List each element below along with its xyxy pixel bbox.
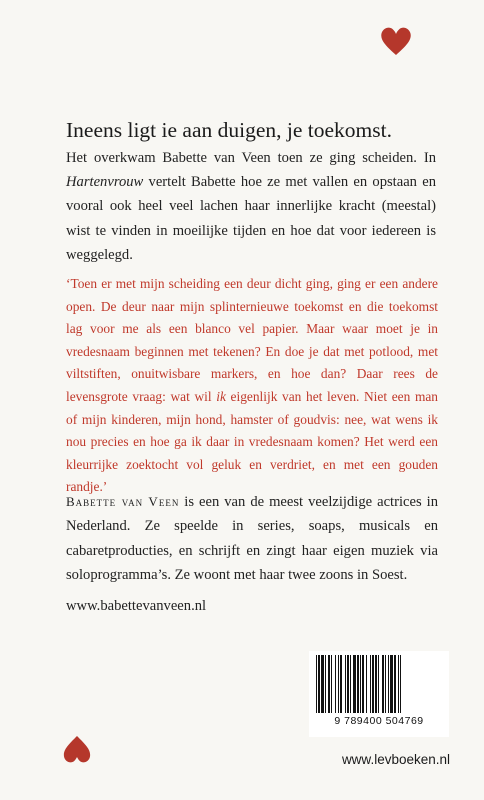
barcode-bar xyxy=(394,655,396,713)
barcode-bar xyxy=(353,655,356,713)
barcode-bar xyxy=(390,655,393,713)
barcode-bar xyxy=(360,655,361,713)
quote-text-start: ‘Toen er met mijn scheiding een deur dicht ging, ging er een andere open. De deur naar mijn splinternieuwe toekomst en die toekomst lag voor me als een blanco vel papier. Maar waar moet je in vredesnaam beginnen met tekenen? En doe je dat met potlood, met viltstiften, onuitwisbare markers, en hoe dan? Daar rees de levensgrote vraag: wat wil xyxy=(66,276,438,404)
intro-paragraph xyxy=(66,146,436,267)
barcode-bar xyxy=(372,655,374,713)
quote-text-end: eigenlijk van het leven. Niet een man of mijn kinderen, mijn hond, hamster of goudvis: nee, wat wens ik nou precies en hoe ga ik daar in vredesnaam komen? Het werd een kleurrijke zoektocht vol geluk en verdriet, en met een gouden randje.’ xyxy=(66,388,438,495)
barcode-bar xyxy=(350,655,351,713)
author-bio xyxy=(66,490,438,587)
barcode-bar xyxy=(318,655,320,713)
barcode-bar xyxy=(328,655,330,713)
author-quote xyxy=(66,273,438,499)
isbn-barcode xyxy=(309,651,449,737)
barcode-bar xyxy=(385,655,386,713)
heart-icon xyxy=(380,26,412,56)
intro-text-end: vertelt Babette hoe ze met vallen en opstaan en vooral ook heel veel lachen haar innerlijke kracht (meestal) wist te vinden in moeilijke tijden en hoe dat voor iedereen is weggelegd. xyxy=(66,174,436,263)
barcode-bar xyxy=(375,655,377,713)
barcode-bar xyxy=(362,655,364,713)
author-website[interactable]: www.babettevanveen.nl xyxy=(66,598,207,614)
author-name: Babette van Veen xyxy=(66,494,180,509)
publisher-website[interactable]: www.levboeken.nl xyxy=(341,752,450,767)
barcode-bar xyxy=(366,655,367,713)
barcode-bar xyxy=(398,655,399,713)
barcode-bar xyxy=(357,655,359,713)
isbn-number: 9 789400 504769 xyxy=(334,715,424,727)
heart-icon xyxy=(62,735,92,765)
barcode-bar xyxy=(338,655,339,713)
quote-emphasis: ik xyxy=(216,388,226,404)
barcode-bar xyxy=(370,655,371,713)
barcode-bar xyxy=(321,655,324,713)
barcode-bar xyxy=(335,655,336,713)
bio-text: is een van de meest veelzijdige actrices in Nederland. Ze speelde in series, soaps, musicals en cabaretproducties, en schrijft en zingt haar eigen muziek via soloprogramma’s. Ze woont met haar twee zoons in Soest. xyxy=(66,494,438,583)
barcode-bar xyxy=(347,655,349,713)
barcode-bar xyxy=(382,655,384,713)
barcode-bar xyxy=(378,655,379,713)
barcode-bar xyxy=(340,655,342,713)
barcode-bars xyxy=(313,655,445,713)
book-title: Hartenvrouw xyxy=(66,174,144,191)
barcode-bar xyxy=(331,655,332,713)
intro-text-start: Het overkwam Babette van Veen toen ze ging scheiden. In xyxy=(66,150,436,166)
barcode-bar xyxy=(400,655,401,713)
barcode-bar xyxy=(388,655,389,713)
barcode-bar xyxy=(325,655,326,713)
barcode-bar xyxy=(316,655,317,713)
barcode-bar xyxy=(345,655,346,713)
headline: Ineens ligt ie aan duigen, je toekomst. xyxy=(66,118,392,142)
